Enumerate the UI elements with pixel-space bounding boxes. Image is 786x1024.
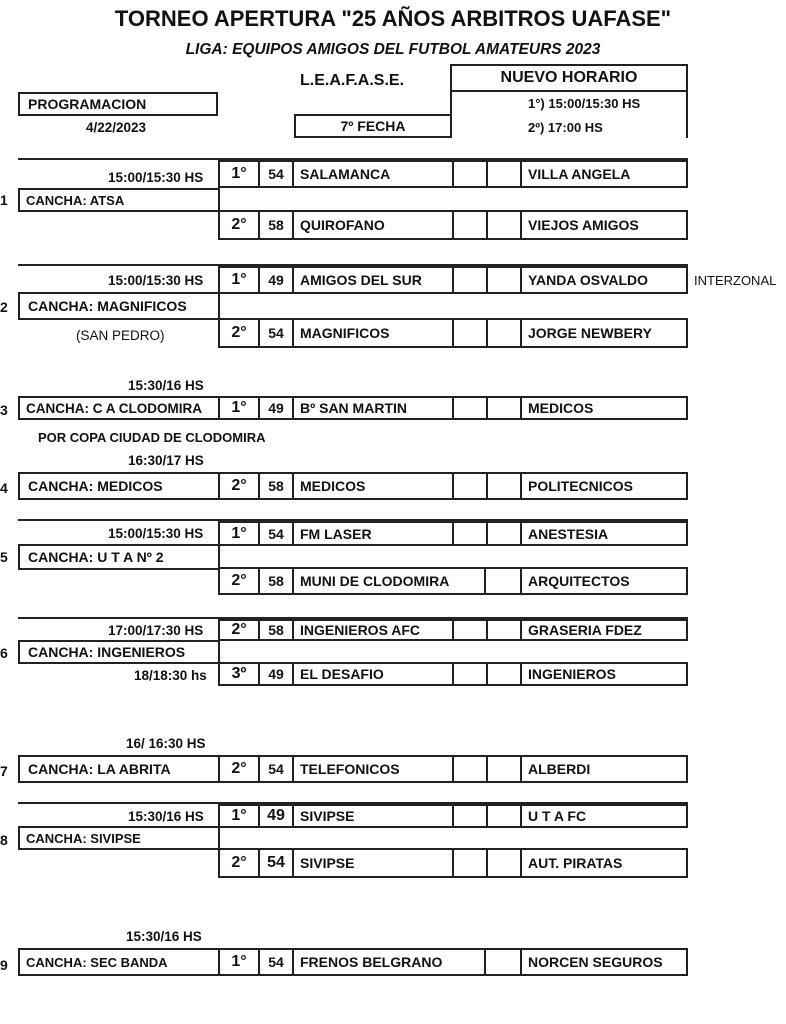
block-5-match-2-cat: 58 bbox=[258, 567, 294, 595]
block-9-time: 15:30/16 HS bbox=[126, 929, 202, 944]
schedule-slot-2: 2º) 17:00 HS bbox=[528, 120, 603, 135]
programacion-label: PROGRAMACION bbox=[28, 96, 147, 112]
block-1-match-2-score-home bbox=[452, 210, 488, 240]
block-9-match-1-home: FRENOS BELGRANO bbox=[292, 948, 486, 976]
block-5-venue bbox=[18, 544, 220, 570]
block-6-match-2-away: INGENIEROS bbox=[520, 662, 688, 686]
block-5-match-1-away: ANESTESIA bbox=[520, 521, 688, 546]
block-1-time: 15:00/15:30 HS bbox=[108, 170, 204, 185]
block-2-match-2-home: MAGNIFICOS bbox=[292, 318, 454, 348]
block-5-match-1-score-away bbox=[486, 521, 522, 546]
block-3-venue-label: CANCHA: C A CLODOMIRA bbox=[26, 400, 202, 416]
block-2-number: 2 bbox=[0, 299, 8, 315]
block-1-match-2-pos: 2° bbox=[218, 210, 260, 240]
block-9-match-1-away: NORCEN SEGUROS bbox=[520, 948, 688, 976]
block-3-cup-note: POR COPA CIUDAD DE CLODOMIRA bbox=[38, 430, 266, 445]
block-5-match-2-home: MUNI DE CLODOMIRA bbox=[292, 567, 486, 595]
schedule-slot-1: 1°) 15:00/15:30 HS bbox=[528, 96, 641, 111]
block-3-match-1-score-home bbox=[452, 396, 488, 420]
block-2-match-1-cat: 49 bbox=[258, 266, 294, 294]
block-7-venue bbox=[18, 755, 220, 783]
block-8-match-1-score-home bbox=[452, 804, 488, 828]
block-6-venue-label: CANCHA: INGENIEROS bbox=[28, 644, 186, 660]
block-2-match-1-home: AMIGOS DEL SUR bbox=[292, 266, 454, 294]
block-6-match-2-home: EL DESAFIO bbox=[292, 662, 454, 686]
block-6-time: 17:00/17:30 HS bbox=[108, 623, 204, 638]
block-5-match-1-score-home bbox=[452, 521, 488, 546]
block-6-match-2-pos: 3º bbox=[218, 662, 260, 686]
block-9-venue-label: CANCHA: SEC BANDA bbox=[26, 954, 168, 970]
block-1-match-2-score-away bbox=[486, 210, 522, 240]
block-7-match-1-score-away bbox=[486, 755, 522, 783]
block-3-match-1-score-away bbox=[486, 396, 522, 420]
block-5-venue-label: CANCHA: U T A Nº 2 bbox=[28, 549, 164, 565]
block-8-venue-label: CANCHA: SIVIPSE bbox=[26, 830, 141, 846]
block-7-time: 16/ 16:30 HS bbox=[126, 736, 206, 751]
block-1-number: 1 bbox=[0, 192, 8, 208]
block-2-match-1-score-home bbox=[452, 266, 488, 294]
block-8-match-1-away: U T A FC bbox=[520, 804, 688, 828]
block-8-match-1-home: SIVIPSE bbox=[292, 804, 454, 828]
block-2-venue bbox=[18, 292, 220, 320]
block-1-match-1-away: VILLA ANGELA bbox=[520, 160, 688, 188]
block-5-match-2-pos: 2° bbox=[218, 567, 260, 595]
block-6-time-2: 18/18:30 hs bbox=[134, 668, 207, 683]
block-6-match-1-cat: 58 bbox=[258, 619, 294, 641]
block-2-match-2-score-home bbox=[452, 318, 488, 348]
block-1-match-1-score-away bbox=[486, 160, 522, 188]
block-4-match-1-score-home bbox=[452, 472, 488, 500]
programacion-box bbox=[18, 92, 218, 116]
block-6-match-1-score-away bbox=[486, 619, 522, 641]
block-6-number: 6 bbox=[0, 645, 8, 661]
block-3-time: 15:30/16 HS bbox=[128, 378, 204, 393]
block-6-match-2-score-home bbox=[452, 662, 488, 686]
block-8-match-1-score-away bbox=[486, 804, 522, 828]
block-5-match-2-score bbox=[484, 567, 522, 595]
block-3-venue bbox=[18, 396, 220, 420]
block-3-match-1-away: MEDICOS bbox=[520, 396, 688, 420]
block-9-venue bbox=[18, 948, 220, 976]
block-1-venue-label: CANCHA: ATSA bbox=[26, 192, 125, 208]
block-3-match-1-cat: 49 bbox=[258, 396, 294, 420]
block-4-match-1-cat: 58 bbox=[258, 472, 294, 500]
block-2-venue-extra: (SAN PEDRO) bbox=[76, 328, 165, 343]
block-1-match-1-pos: 1° bbox=[218, 160, 260, 188]
block-2-match-1-pos: 1° bbox=[218, 266, 260, 294]
block-2-match-1-score-away bbox=[486, 266, 522, 294]
block-8-match-1-cat: 49 bbox=[258, 804, 294, 828]
block-9-match-1-score bbox=[484, 948, 522, 976]
block-9-match-1-pos: 1° bbox=[218, 948, 260, 976]
block-4-venue-label: CANCHA: MEDICOS bbox=[28, 478, 163, 494]
block-5-time: 15:00/15:30 HS bbox=[108, 526, 204, 541]
block-7-match-1-score-home bbox=[452, 755, 488, 783]
round-label: 7º FECHA bbox=[340, 118, 406, 134]
block-2-time: 15:00/15:30 HS bbox=[108, 273, 204, 288]
block-6-venue bbox=[18, 640, 220, 664]
block-1-match-2-home: QUIROFANO bbox=[292, 210, 454, 240]
block-8-time: 15:30/16 HS bbox=[128, 809, 204, 824]
block-2-venue-label: CANCHA: MAGNIFICOS bbox=[28, 298, 187, 314]
block-8-number: 8 bbox=[0, 832, 8, 848]
new-schedule-label: NUEVO HORARIO bbox=[500, 69, 638, 86]
block-8-match-2-pos: 2° bbox=[218, 848, 260, 878]
block-6-match-1-pos: 2° bbox=[218, 619, 260, 641]
block-2-match-2-pos: 2° bbox=[218, 318, 260, 348]
block-4-match-1-pos: 2° bbox=[218, 472, 260, 500]
block-7-venue-label: CANCHA: LA ABRITA bbox=[28, 761, 171, 777]
block-3-match-1-home: Bº SAN MARTIN bbox=[292, 396, 454, 420]
block-6-match-2-cat: 49 bbox=[258, 662, 294, 686]
block-7-match-1-pos: 2° bbox=[218, 755, 260, 783]
schedule-date: 4/22/2023 bbox=[86, 120, 147, 135]
new-schedule-box bbox=[450, 64, 688, 92]
block-2-match-2-cat: 54 bbox=[258, 318, 294, 348]
block-8-match-2-score-away bbox=[486, 848, 522, 878]
block-5-match-1-pos: 1° bbox=[218, 521, 260, 546]
block-4-time: 16:30/17 HS bbox=[128, 453, 204, 468]
block-5-match-1-home: FM LASER bbox=[292, 521, 454, 546]
block-2-note: INTERZONAL bbox=[694, 273, 777, 288]
block-7-match-1-home: TELEFONICOS bbox=[292, 755, 454, 783]
block-8-match-1-pos: 1° bbox=[218, 804, 260, 828]
page-subtitle: LIGA: EQUIPOS AMIGOS DEL FUTBOL AMATEURS 2023 bbox=[185, 41, 601, 58]
block-8-match-2-away: AUT. PIRATAS bbox=[520, 848, 688, 878]
block-6-match-1-away: GRASERIA FDEZ bbox=[520, 619, 688, 641]
block-1-match-2-cat: 58 bbox=[258, 210, 294, 240]
block-6-match-2-score-away bbox=[486, 662, 522, 686]
block-5-number: 5 bbox=[0, 549, 8, 565]
block-1-match-1-score-home bbox=[452, 160, 488, 188]
block-2-match-1-away: YANDA OSVALDO bbox=[520, 266, 688, 294]
block-5-match-1-cat: 54 bbox=[258, 521, 294, 546]
block-7-match-1-cat: 54 bbox=[258, 755, 294, 783]
block-8-match-2-score-home bbox=[452, 848, 488, 878]
block-4-number: 4 bbox=[0, 480, 8, 496]
block-6-match-1-score-home bbox=[452, 619, 488, 641]
block-4-venue bbox=[18, 472, 220, 500]
block-7-number: 7 bbox=[0, 763, 8, 779]
block-4-match-1-away: POLITECNICOS bbox=[520, 472, 688, 500]
block-1-match-1-home: SALAMANCA bbox=[292, 160, 454, 188]
schedule-box-right-border bbox=[686, 90, 688, 138]
block-8-match-2-cat: 54 bbox=[258, 848, 294, 878]
block-2-match-2-score-away bbox=[486, 318, 522, 348]
block-9-match-1-cat: 54 bbox=[258, 948, 294, 976]
block-4-match-1-home: MEDICOS bbox=[292, 472, 454, 500]
block-1-match-2-away: VIEJOS AMIGOS bbox=[520, 210, 688, 240]
block-4-match-1-score-away bbox=[486, 472, 522, 500]
block-3-match-1-pos: 1° bbox=[218, 396, 260, 420]
block-3-number: 3 bbox=[0, 402, 8, 418]
block-8-match-2-home: SIVIPSE bbox=[292, 848, 454, 878]
block-8-venue bbox=[18, 826, 220, 850]
block-1-venue bbox=[18, 188, 220, 212]
round-box bbox=[294, 114, 452, 138]
block-2-match-2-away: JORGE NEWBERY bbox=[520, 318, 688, 348]
page-title: TORNEO APERTURA "25 AÑOS ARBITROS UAFASE" bbox=[114, 6, 672, 31]
block-6-match-1-home: INGENIEROS AFC bbox=[292, 619, 454, 641]
block-5-match-2-away: ARQUITECTOS bbox=[520, 567, 688, 595]
league-name: L.E.A.F.A.S.E. bbox=[300, 72, 405, 89]
block-7-match-1-away: ALBERDI bbox=[520, 755, 688, 783]
block-1-match-1-cat: 54 bbox=[258, 160, 294, 188]
block-9-number: 9 bbox=[0, 957, 8, 973]
